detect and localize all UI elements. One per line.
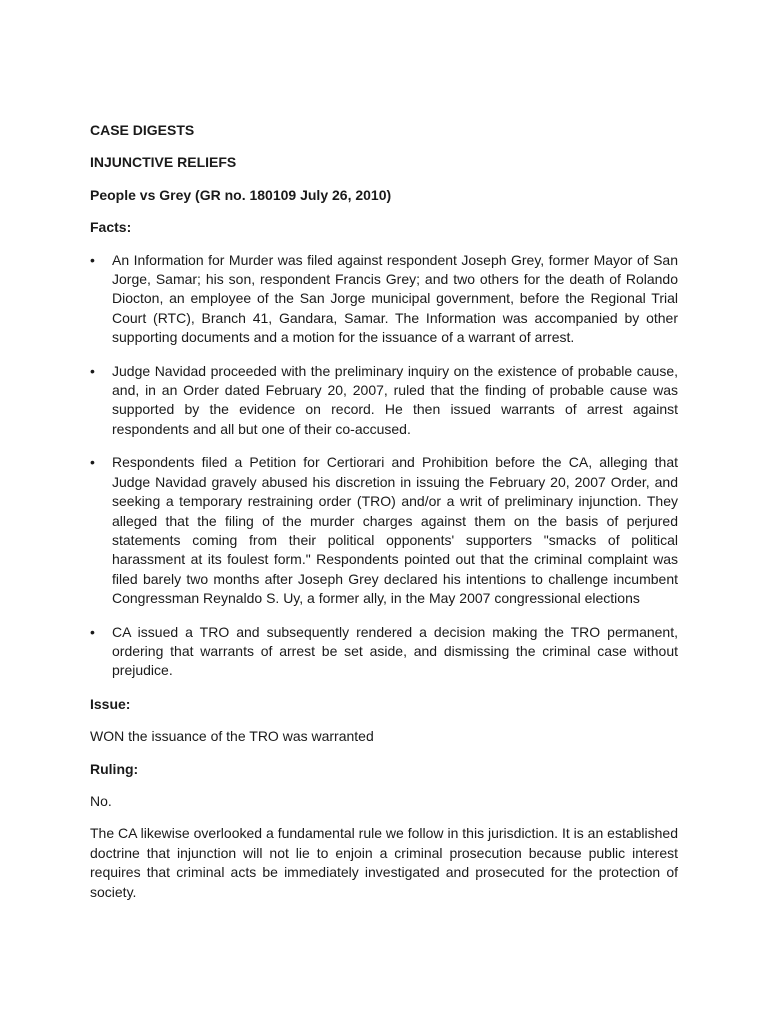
fact-item bbox=[90, 251, 678, 348]
fact-item bbox=[90, 623, 678, 681]
case-name: People vs Grey (GR no. 180109 July 26, 2010) bbox=[90, 186, 392, 203]
facts-heading: Facts: bbox=[90, 219, 132, 236]
bullet-icon: • bbox=[90, 362, 95, 379]
ruling-text: The CA likewise overlooked a fundamental rule we follow in this jurisdiction. It is an established doctrine that injunction will not lie to enjoin a criminal prosecution because public interest requires that criminal acts be immediately investigated and prosecuted for the protection of society. bbox=[90, 825, 678, 900]
facts-list bbox=[90, 251, 678, 681]
bullet-icon: • bbox=[90, 251, 95, 268]
issue-heading: Issue: bbox=[90, 695, 131, 712]
fact-text: Judge Navidad proceeded with the preliminary inquiry on the existence of probable cause, and, in an Order dated February 20, 2007, ruled that the finding of probable cause was supported by the evidence on record. He then issued warrants of arrest against respondents and all but one of their co-accused. bbox=[112, 362, 678, 437]
fact-text: Respondents filed a Petition for Certiorari and Prohibition before the CA, alleging that Judge Navidad gravely abused his discretion in issuing the February 20, 2007 Order, and seeking a temporary restraining order (TRO) and/or a writ of preliminary injunction. They alleged that the filing of the murder charges against them on the basis of perjured statements coming from their political opponents' supporters "smacks of political harassment at its foulest form." Respondents pointed out that the criminal complaint was filed barely two months after Joseph Grey declared his intentions to challenge incumbent Congressman Reynaldo S. Uy, a former ally, in the May 2007 congressional elections bbox=[112, 454, 678, 607]
document-subtitle: INJUNCTIVE RELIEFS bbox=[90, 154, 237, 171]
bullet-icon: • bbox=[90, 454, 95, 471]
ruling-answer: No. bbox=[90, 792, 112, 809]
bullet-icon: • bbox=[90, 623, 95, 640]
ruling-heading: Ruling: bbox=[90, 760, 139, 777]
fact-item bbox=[90, 362, 678, 440]
issue-text: WON the issuance of the TRO was warranted bbox=[90, 728, 374, 745]
fact-item bbox=[90, 453, 678, 608]
fact-text: CA issued a TRO and subsequently rendered a decision making the TRO permanent, ordering that warrants of arrest be set aside, and dismissing the criminal case without prejudice. bbox=[112, 623, 678, 679]
fact-text: An Information for Murder was filed against respondent Joseph Grey, former Mayor of San Jorge, Samar; his son, respondent Francis Grey; and two others for the death of Rolando Diocton, an employee of the San Jorge municipal government, before the Regional Trial Court (RTC), Branch 41, Gandara, Samar. The Information was accompanied by other supporting documents and a motion for the issuance of a warrant of arrest. bbox=[112, 251, 678, 346]
document-title: CASE DIGESTS bbox=[90, 122, 195, 138]
